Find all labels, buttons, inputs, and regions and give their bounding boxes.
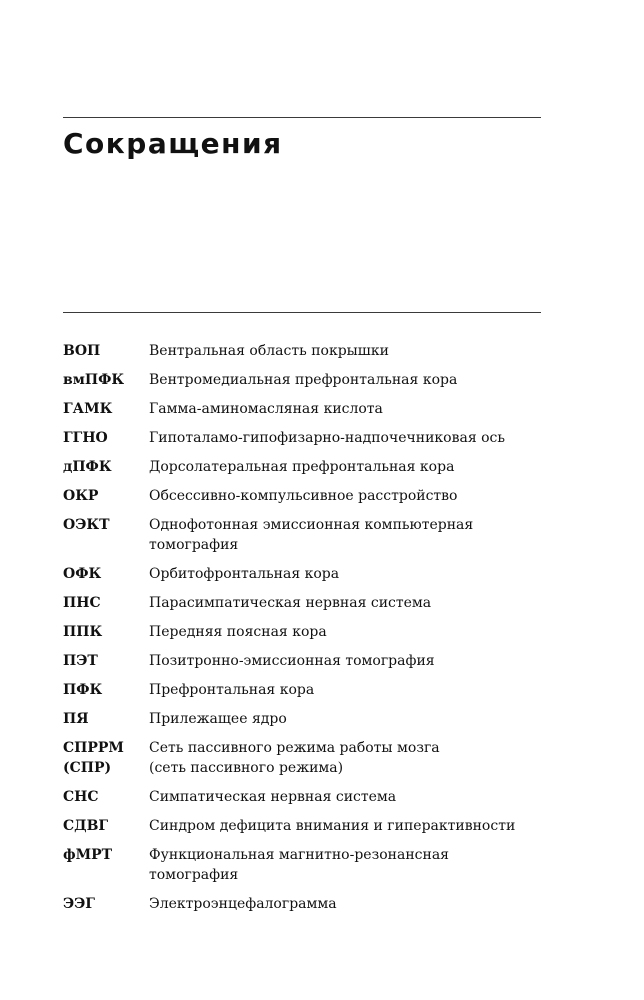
abbreviation-term: ПНС xyxy=(63,595,101,611)
abbreviation-entry xyxy=(63,845,541,885)
abbreviation-definition: Гипоталамо-гипофизарно-надпочечниковая ось xyxy=(149,430,505,446)
abbreviation-entry xyxy=(63,680,541,700)
abbreviation-definition: Прилежащее ядро xyxy=(149,711,287,727)
abbreviation-term: ГГНО xyxy=(63,430,108,446)
abbreviation-definition: Префронтальная кора xyxy=(149,682,315,698)
abbreviation-definition: Дорсолатеральная префронтальная кора xyxy=(149,459,455,475)
abbreviation-entry xyxy=(63,816,541,836)
abbreviation-definition: Гамма-аминомасляная кислота xyxy=(149,401,383,417)
abbreviation-entry xyxy=(63,709,541,729)
abbreviation-term: ПФК xyxy=(63,682,103,698)
abbreviation-entry xyxy=(63,457,541,477)
abbreviation-term: ВОП xyxy=(63,343,101,359)
abbreviation-definition: Позитронно-эмиссионная томография xyxy=(149,653,435,669)
abbreviation-entry xyxy=(63,341,541,361)
abbreviation-entry xyxy=(63,622,541,642)
abbreviation-term: СПРРМ (СПР) xyxy=(63,740,124,776)
abbreviation-definition: Парасимпатическая нервная система xyxy=(149,595,432,611)
abbreviation-entry xyxy=(63,428,541,448)
bottom-rule xyxy=(63,312,541,313)
abbreviation-entry xyxy=(63,370,541,390)
abbreviation-entry xyxy=(63,564,541,584)
abbreviation-definition: Вентромедиальная префронтальная кора xyxy=(149,372,458,388)
abbreviation-definition: Электроэнцефалограмма xyxy=(149,896,337,912)
abbreviation-entry xyxy=(63,894,541,914)
abbreviation-term: ПЯ xyxy=(63,711,89,727)
page-title: Сокращения xyxy=(63,127,283,160)
abbreviation-list xyxy=(63,341,541,923)
abbreviation-definition: Синдром дефицита внимания и гиперактивности xyxy=(149,818,516,834)
abbreviation-term: ЭЭГ xyxy=(63,896,95,912)
abbreviation-definition: Вентральная область покрышки xyxy=(149,343,389,359)
top-rule xyxy=(63,117,541,118)
abbreviation-entry xyxy=(63,738,541,778)
abbreviation-definition: Передняя поясная кора xyxy=(149,624,327,640)
abbreviation-entry xyxy=(63,399,541,419)
abbreviation-definition: Сеть пассивного режима работы мозга (сеть пассивного режима) xyxy=(149,740,440,776)
abbreviation-term: ГАМК xyxy=(63,401,113,417)
abbreviation-definition: Орбитофронтальная кора xyxy=(149,566,340,582)
abbreviation-term: СНС xyxy=(63,789,99,805)
abbreviation-term: ОЭКТ xyxy=(63,517,110,533)
abbreviation-term: СДВГ xyxy=(63,818,109,834)
abbreviation-entry xyxy=(63,593,541,613)
abbreviation-entry xyxy=(63,787,541,807)
abbreviation-entry xyxy=(63,651,541,671)
abbreviation-term: ППК xyxy=(63,624,103,640)
abbreviation-definition: Однофотонная эмиссионная компьютерная томография xyxy=(149,517,474,553)
abbreviation-definition: Функциональная магнитно-резонансная томография xyxy=(149,847,449,883)
abbreviation-definition: Обсессивно-компульсивное расстройство xyxy=(149,488,458,504)
abbreviation-term: ОФК xyxy=(63,566,102,582)
abbreviation-term: фМРТ xyxy=(63,847,113,863)
abbreviation-entry xyxy=(63,486,541,506)
abbreviation-term: ПЭТ xyxy=(63,653,98,669)
abbreviation-term: вмПФК xyxy=(63,372,125,388)
abbreviation-term: ОКР xyxy=(63,488,99,504)
abbreviation-entry xyxy=(63,515,541,555)
abbreviation-definition: Симпатическая нервная система xyxy=(149,789,397,805)
abbreviation-term: дПФК xyxy=(63,459,112,475)
